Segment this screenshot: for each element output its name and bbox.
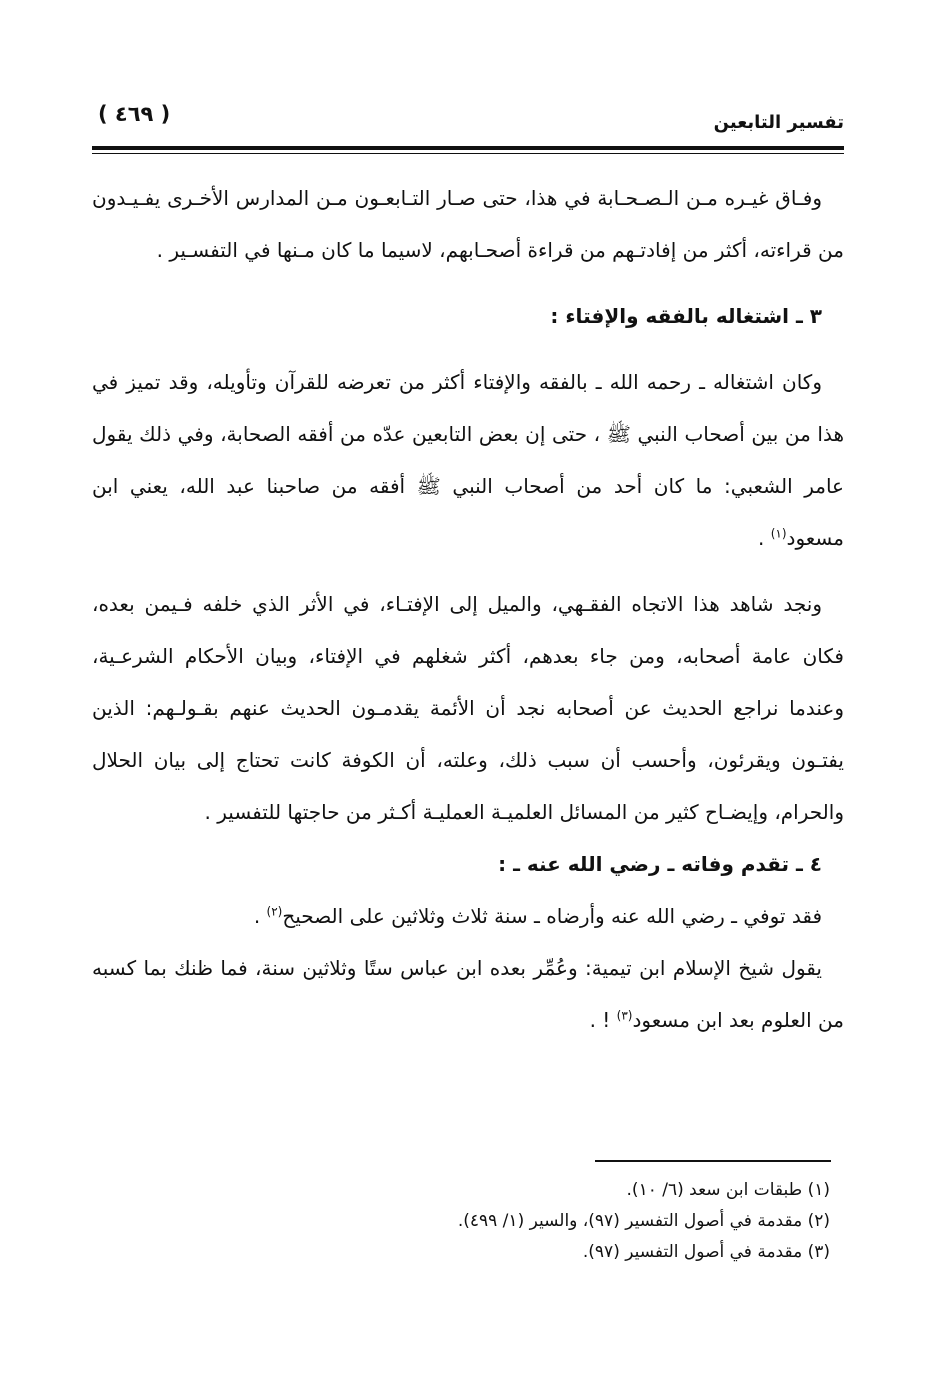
header-rule (92, 146, 844, 150)
paragraph-end: . (253, 904, 267, 928)
footnote: (٣) مقدمة في أصول التفسير (٩٧). (582, 1242, 830, 1262)
footnote-ref: (٣) (616, 1008, 633, 1023)
section-heading: ٣ ـ اشتغاله بالفقه والإفتاء : (550, 304, 822, 328)
footnote-ref: (٢) (266, 904, 283, 919)
paragraph-text: وكان اشتغاله ـ رحمه الله ـ بالفقه والإفتاء أكثر من تعرضه للقرآن وتأويله، وقد تميز في هذا من بين أصحاب النبي ﷺ ، حتى إن بعض التابعين عدّه من أفقه الصحابة، وفي ذلك يقول عامر الشعبي: ما كان أحد من أصحاب النبي ﷺ أفقه من صاحبنا عبد الله، يعني ابن مسعود (92, 370, 844, 550)
paragraph-end: . (758, 526, 771, 550)
section-heading: ٤ ـ تقدم وفاته ـ رضي الله عنه ـ : (498, 852, 822, 876)
paragraph: ونجد شاهد هذا الاتجاه الفقـهي، والميل إلى الإفتـاء، في الأثر الذي خلفه فـيمن بعده، فكان عامة أصحابه، ومن جاء بعدهم، أكثر شغلهم في الإفتاء، وبيان الأحكام الشرعـية، وعندما نراجع الحديث عن أصحابه نجد أن الأئمة يقدمـون الحديث عنهم بقـولـهم: الذين يفتـون ويقرئون، وأحسب أن سبب ذلك، وعلته، أن الكوفة كانت تحتاج إلى بيان الحلال والحرام، وإيضـاح كثير من المسائل العلميـة العمليـة أكـثر من حاجتها للتفسير . (92, 592, 844, 824)
body-text (92, 172, 844, 1046)
paragraph (92, 890, 844, 942)
footnote: (١) طبقات ابن سعد (٦/ ١٠). (626, 1180, 830, 1200)
footnotes (92, 1175, 844, 1268)
page-number: ( ٤٦٩ ) (98, 102, 171, 126)
footnote-ref: (١) (770, 526, 787, 541)
footnote-separator (595, 1160, 831, 1162)
paragraph-text: يقول شيخ الإسلام ابن تيمية: وعُمِّر بعده ابن عباس ستًا وثلاثين سنة، فما ظنك بما كسبه من العلوم بعد ابن مسعود (92, 956, 844, 1032)
running-title: تفسير التابعين (713, 112, 844, 133)
paragraph (92, 356, 844, 564)
paragraph (92, 942, 844, 1046)
paragraph-text: فقد توفي ـ رضي الله عنه وأرضاه ـ سنة ثلاث وثلاثين على الصحيح (282, 904, 822, 928)
page-header (92, 96, 844, 148)
paragraph: وفـاق غيـره مـن الـصـحـابة في هذا، حتى صـار التـابعـون مـن المدارس الأخـرى يفـيـدون من قراءته، أكثر من إفادتـهم من قراءة أصحـابهم، لاسيما ما كان مـنها في التفسـير . (92, 186, 844, 262)
footnote: (٢) مقدمة في أصول التفسير (٩٧)، والسير (١/ ٤٩٩). (457, 1211, 830, 1231)
paragraph-end: ! . (589, 1008, 617, 1032)
header-rule-thin (92, 153, 844, 154)
